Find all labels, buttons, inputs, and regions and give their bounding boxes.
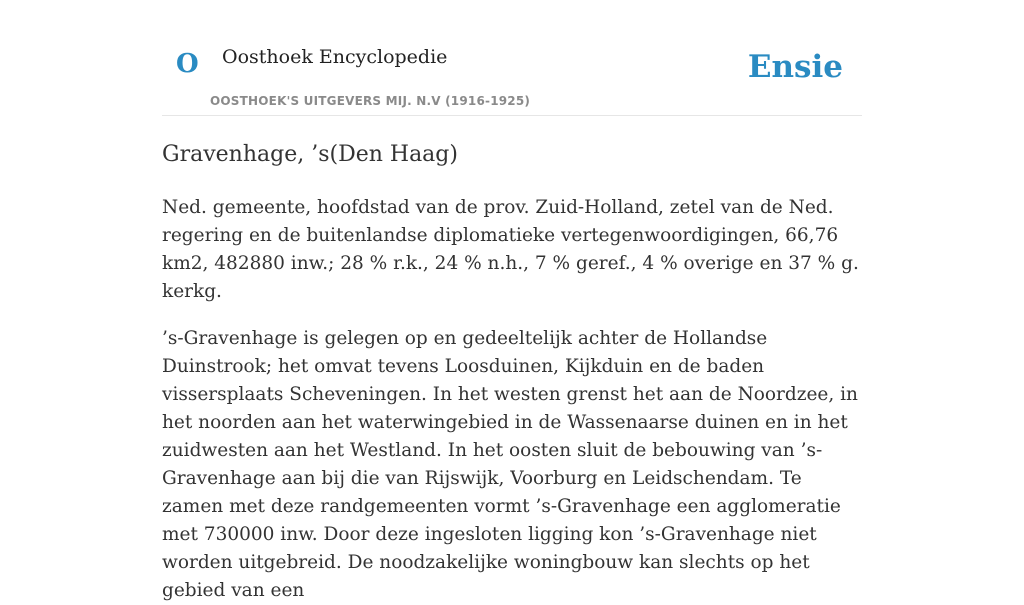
article <box>162 140 862 605</box>
article-paragraph: Ned. gemeente, hoofdstad van de prov. Zuid-Holland, zetel van de Ned. regering en de buitenlandse diplomatieke vertegenwoordigingen, 66,76 km2, 482880 inw.; 28 % r.k., 24 % n.h., 7 % geref., 4 % overige en 37 % g. kerkg. <box>162 197 859 302</box>
ensie-logo-link[interactable]: Ensie <box>747 49 843 85</box>
site-title[interactable]: Oosthoek Encyclopedie <box>222 46 448 68</box>
site-subtitle: OOSTHOEK'S UITGEVERS MIJ. N.V (1916-1925) <box>210 94 531 108</box>
article-paragraph: ’s-Gravenhage is gelegen op en gedeeltelijk achter de Hollandse Duinstrook; het omvat tevens Loosduinen, Kijkduin en de baden vissersplaats Scheveningen. In het westen grenst het aan de Noordzee, in het noorden aan het waterwingebied in de Wassenaarse duinen en in het zuidwesten aan het Westland. In het oosten sluit de bebouwing van ’s-Gravenhage aan bij die van Rijswijk, Voorburg en Leidschendam. Te zamen met deze randgemeenten vormt ’s-Gravenhage een agglomeratie met 730000 inw. Door deze ingesloten ligging kon ’s-Gravenhage niet worden uitgebreid. De noodzakelijke woningbouw kan slechts op het gebied van een <box>162 328 858 601</box>
site-header <box>162 0 862 116</box>
page-container <box>162 0 862 605</box>
article-title: Gravenhage, ’s(Den Haag) <box>162 142 458 167</box>
logo-icon[interactable]: O <box>176 49 199 79</box>
